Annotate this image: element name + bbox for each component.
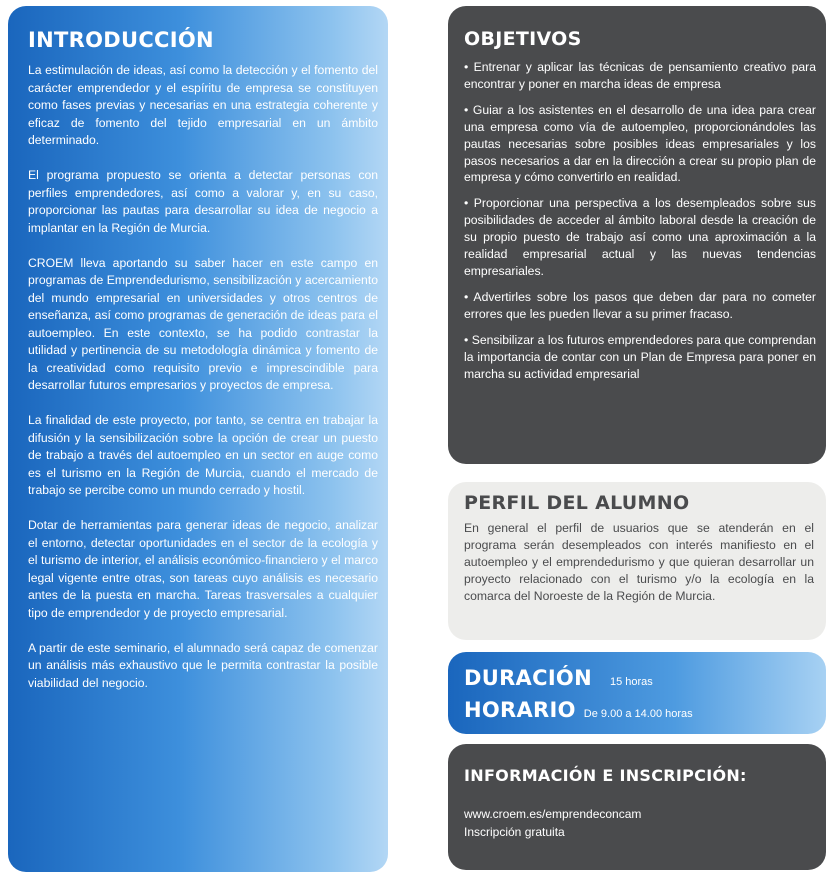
introduccion-paragraph: La estimulación de ideas, así como la detección y el fomento del carácter emprendedor y el espíritu de empresa se constituyen como fases previas y necesarias en una estrategia coherente y eficaz de fomento del tejido empresarial en un ámbito determinado.	[28, 63, 378, 147]
duracion-row	[464, 666, 816, 698]
perfil-panel	[448, 482, 826, 640]
introduccion-paragraph: CROEM lleva aportando su saber hacer en este campo en programas de Emprendedurismo, sensibilización y acercamiento del mundo empresarial en universidades y otros centros de enseñanza, así como programas de generación de ideas para el autoempleo. En este contexto, se ha podido contrastar la utilidad y pertinencia de su metodología dinámica y fomento de la creatividad como requisito previo e imprescindible para desarrollar futuros empresarios y proyectos de empresa.	[28, 255, 378, 392]
introduccion-panel	[8, 6, 388, 872]
duracion-label: DURACIÓN	[464, 666, 592, 690]
perfil-title: PERFIL DEL ALUMNO	[464, 492, 690, 514]
horario-label: HORARIO	[464, 698, 576, 722]
objetivos-item: • Proporcionar una perspectiva a los desempleados sobre sus posibilidades de acceder al ámbito laboral desde la creación de su propio puesto de trabajo así como una aproximación a la realidad empresarial actual y las nuevas tendencias empresariales.	[464, 196, 816, 278]
horario-value: De 9.00 a 14.00 horas	[583, 708, 693, 720]
objetivos-item: • Guiar a los asistentes en el desarrollo de una idea para crear una empresa como vía de autoempleo, proporcionándoles las pautas necesarias sobre posibles ideas empresariales y los pasos necesarios a dar en la dirección a crear su propio plan de empresa y cómo convertirlo en realidad.	[464, 102, 816, 185]
duracion-panel	[448, 652, 826, 734]
objetivos-item: • Advertirles sobre los pasos que deben dar para no cometer errores que les pueden llevar a su primer fracaso.	[464, 289, 816, 321]
objetivos-panel	[448, 6, 826, 464]
objetivos-item: • Entrenar y aplicar las técnicas de pensamiento creativo para encontrar y poner en marcha ideas de empresa	[464, 60, 816, 91]
introduccion-paragraph: A partir de este seminario, el alumnado será capaz de comenzar un análisis más exhaustivo que le permita contrastar la posible viabilidad del negocio.	[28, 640, 378, 690]
objetivos-title: OBJETIVOS	[464, 28, 582, 50]
introduccion-paragraph: El programa propuesto se orienta a detectar personas con perfiles emprendedores, así como a valorar y, en su caso, proporcionar las pautas para desarrollar su idea de negocio a implantar en la Región de Murcia.	[28, 168, 378, 235]
inscripcion-note: Inscripción gratuita	[464, 825, 565, 839]
horario-row	[464, 698, 816, 730]
introduccion-paragraph: Dotar de herramientas para generar ideas de negocio, analizar el entorno, detectar oportunidades en el sector de la ecología y el turismo de interior, el análisis económico-financiero y el marco legal vigente entre otras, son tareas cuyo análisis es necesario antes de la puesta en marcha. Tareas trasversales a cualquier tipo de emprendedor y de proyecto empresarial.	[28, 518, 378, 620]
duracion-value: 15 horas	[609, 676, 653, 688]
introduccion-paragraph: La finalidad de este proyecto, por tanto, se centra en trabajar la difusión y la sensibilización sobre la opción de crear un puesto de trabajo a través del autoempleo en un sector en auge como es el turismo en la Región de Murcia, cuando el mercado de trabajo se percibe como un mundo cerrado y hostil.	[28, 413, 378, 497]
perfil-text: En general el perfil de usuarios que se atenderán en el programa serán desempleados con interés manifiesto en el autoempleo y el emprendedurismo y que quieran desarrollar un proyecto relacionado con el turismo y/o la ecología en la comarca del Noroeste de la Región de Murcia.	[464, 521, 814, 603]
introduccion-title: INTRODUCCIÓN	[28, 28, 214, 52]
informacion-panel	[448, 744, 826, 870]
informacion-title: INFORMACIÓN E INSCRIPCIÓN:	[464, 766, 747, 785]
objetivos-item: • Sensibilizar a los futuros emprendedores para que comprendan la importancia de contar con un Plan de Empresa para poner en marcha su actividad empresarial	[464, 332, 816, 381]
website-link[interactable]: www.croem.es/emprendeconcam	[464, 807, 642, 821]
